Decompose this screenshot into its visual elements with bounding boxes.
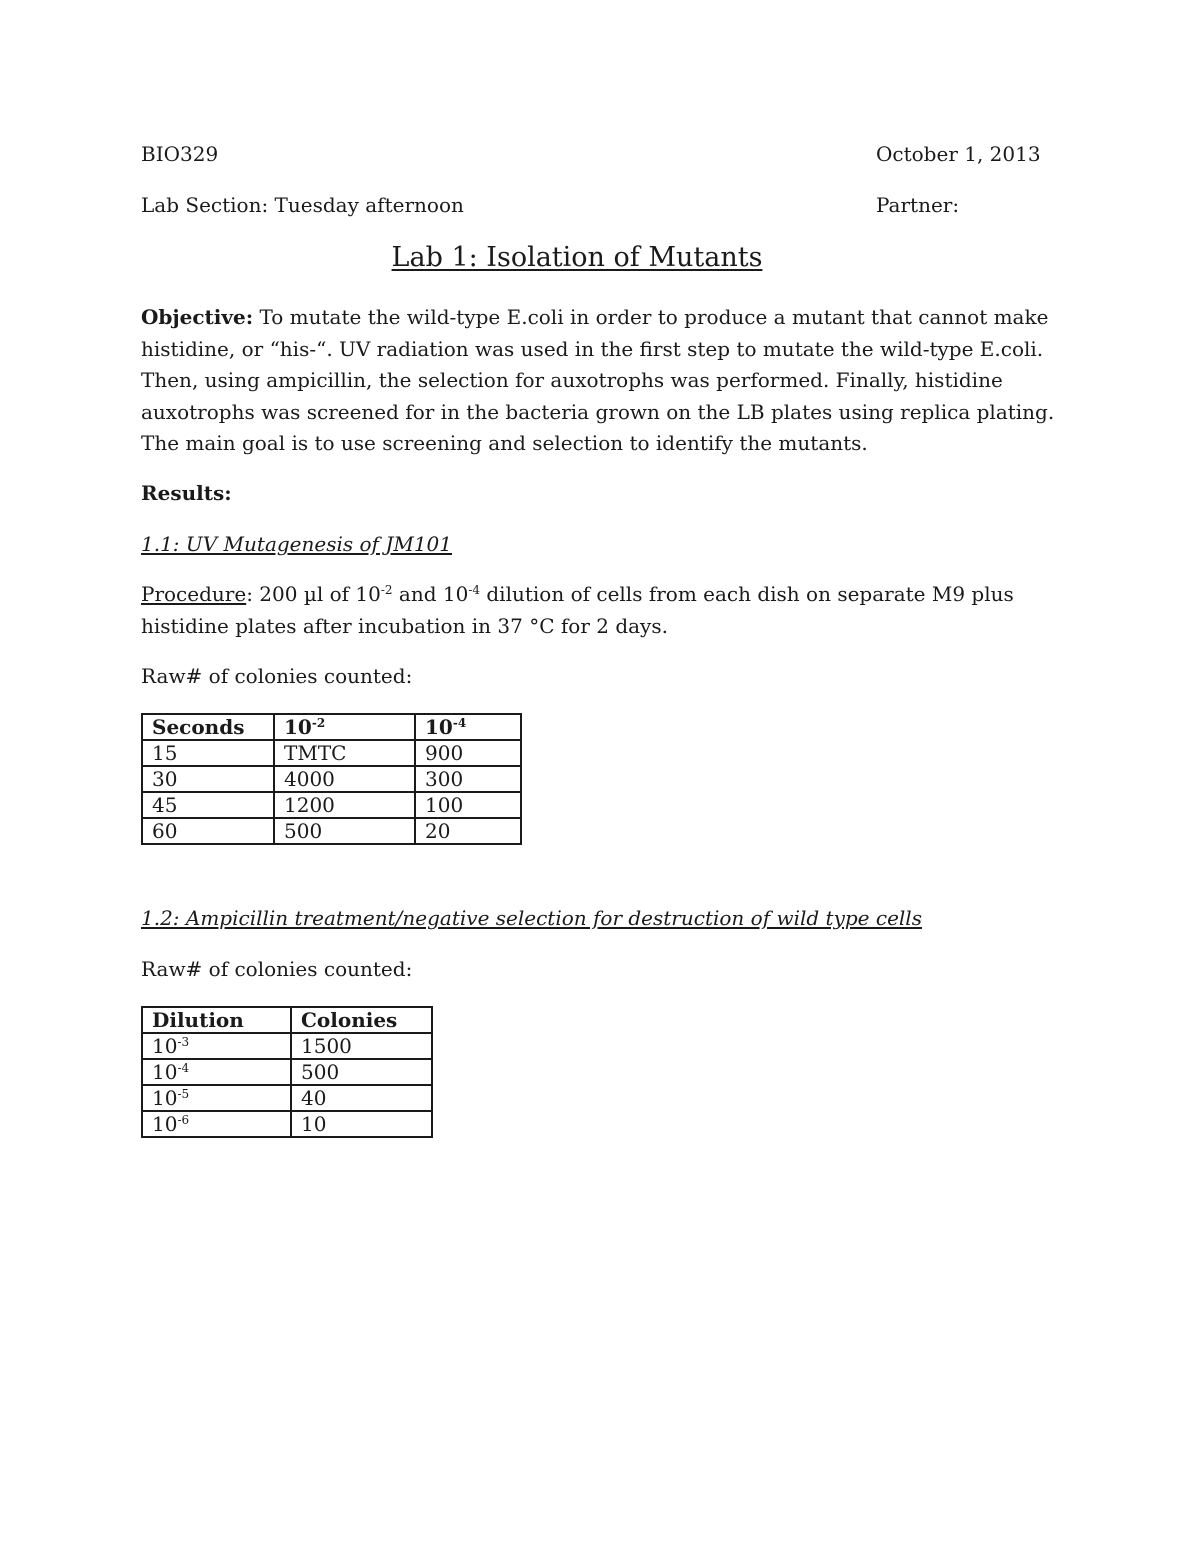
table-row <box>142 1059 432 1085</box>
course-code: BIO329 <box>141 142 219 166</box>
table-header-cell: $10^{-4}$ <box>415 714 521 740</box>
table-cell: 10 <box>291 1111 432 1137</box>
table-cell: $10^{-4}$ <box>142 1059 291 1085</box>
exponent: -4 <box>177 1061 190 1075</box>
raw-colonies-label-1: Raw# of colonies counted: <box>141 664 413 688</box>
table-cell: 30 <box>142 766 274 792</box>
exponent: -5 <box>177 1087 190 1101</box>
ampicillin-colonies-table <box>141 1006 433 1138</box>
page-title: Lab 1: Isolation of Mutants <box>391 242 763 273</box>
procedure-text-3: dilution of cells from each dish on separate M9 plus histidine plates after incubation in 37 °C for 2 days. <box>141 582 1014 638</box>
table-row <box>142 1033 432 1059</box>
table-header-cell: Colonies <box>291 1007 432 1033</box>
partner-label: Partner: <box>876 193 960 217</box>
table-row <box>142 1111 432 1137</box>
table-header-row <box>142 714 521 740</box>
exponent: -3 <box>177 1035 190 1049</box>
table-row <box>142 766 521 792</box>
table-cell: 60 <box>142 818 274 844</box>
results-label: Results: <box>141 481 232 505</box>
report-date: October 1, 2013 <box>876 142 1041 166</box>
exponent: -6 <box>177 1113 190 1127</box>
section-1-1-heading: 1.1: UV Mutagenesis of JM101 <box>141 532 452 556</box>
table-header-row <box>142 1007 432 1033</box>
table-cell: 500 <box>274 818 415 844</box>
procedure-paragraph <box>141 579 1061 642</box>
procedure-exponent-2: -4 <box>468 583 481 597</box>
table-cell: 45 <box>142 792 274 818</box>
table-cell: 1500 <box>291 1033 432 1059</box>
table-cell: $10^{-5}$ <box>142 1085 291 1111</box>
objective-text: To mutate the wild-type E.coli in order to produce a mutant that cannot make histidine, or “his-“. UV radiation was used in the first step to mutate the wild-type E.coli. Then, using ampicillin, the selection for auxotrophs was performed. Finally, histidine auxotrophs was screened for in the bacteria grown on the LB plates using replica plating. The main goal is to use screening and selection to identify the mutants. <box>141 305 1055 455</box>
table-header-cell: Seconds <box>142 714 274 740</box>
table-row <box>142 1085 432 1111</box>
procedure-exponent-1: -2 <box>380 583 393 597</box>
table-header-cell: Dilution <box>142 1007 291 1033</box>
exponent: -2 <box>311 716 326 730</box>
table-cell: $10^{-3}$ <box>142 1033 291 1059</box>
table-cell: 1200 <box>274 792 415 818</box>
table-cell: 100 <box>415 792 521 818</box>
table-cell: 300 <box>415 766 521 792</box>
table-cell: 15 <box>142 740 274 766</box>
exponent: -4 <box>452 716 467 730</box>
table-cell: $10^{-6}$ <box>142 1111 291 1137</box>
table-cell: 40 <box>291 1085 432 1111</box>
table-cell: 4000 <box>274 766 415 792</box>
table-cell: 900 <box>415 740 521 766</box>
procedure-text-1: : 200 µl of 10 <box>246 582 381 606</box>
table-row <box>142 792 521 818</box>
section-1-2-heading: 1.2: Ampicillin treatment/negative selection for destruction of wild type cells <box>141 906 922 930</box>
table-cell: TMTC <box>274 740 415 766</box>
table-row <box>142 740 521 766</box>
raw-colonies-label-2: Raw# of colonies counted: <box>141 957 413 981</box>
objective-label: Objective: <box>141 305 254 329</box>
uv-colonies-table <box>141 713 522 845</box>
table-row <box>142 818 521 844</box>
table-cell: 20 <box>415 818 521 844</box>
table-cell: 500 <box>291 1059 432 1085</box>
lab-section: Lab Section: Tuesday afternoon <box>141 193 464 217</box>
procedure-label: Procedure <box>141 582 247 606</box>
procedure-text-2: and 10 <box>392 582 469 606</box>
table-header-cell: $10^{-2}$ <box>274 714 415 740</box>
objective-paragraph <box>141 302 1061 460</box>
